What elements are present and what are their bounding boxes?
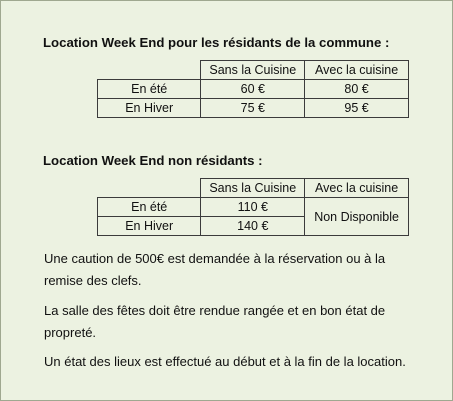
caution-line-2: remise des clefs. xyxy=(44,273,142,288)
table-corner-cell xyxy=(98,61,201,80)
header-sans-cuisine: Sans la Cuisine xyxy=(201,179,305,198)
cleanliness-line-2: propreté. xyxy=(44,325,97,340)
row-label-ete: En été xyxy=(98,80,201,99)
price-ete-sans: 110 € xyxy=(201,198,305,217)
inventory-note: Un état des lieux est effectué au début et à la fin de la location. xyxy=(44,354,406,369)
avec-cuisine-unavailable: Non Disponible xyxy=(305,198,409,236)
price-ete-sans: 60 € xyxy=(201,80,305,99)
residents-title: Location Week End pour les résidants de la commune : xyxy=(43,35,390,50)
cleanliness-note xyxy=(44,300,424,344)
header-avec-cuisine: Avec la cuisine xyxy=(305,61,409,80)
price-hiver-avec: 95 € xyxy=(305,99,409,118)
row-label-hiver: En Hiver xyxy=(98,99,201,118)
table-row xyxy=(98,198,409,217)
price-hiver-sans: 75 € xyxy=(201,99,305,118)
table-corner-cell xyxy=(98,179,201,198)
residents-price-table xyxy=(97,60,409,118)
caution-line-1: Une caution de 500€ est demandée à la réservation ou à la xyxy=(44,251,386,266)
row-label-ete: En été xyxy=(98,198,201,217)
non-residents-title: Location Week End non résidants : xyxy=(43,153,263,168)
header-avec-cuisine: Avec la cuisine xyxy=(305,179,409,198)
header-sans-cuisine: Sans la Cuisine xyxy=(201,61,305,80)
cleanliness-line-1: La salle des fêtes doit être rendue rangée et en bon état de xyxy=(44,303,386,318)
table-row xyxy=(98,99,409,118)
caution-note xyxy=(44,248,424,292)
table-header-row xyxy=(98,61,409,80)
price-ete-avec: 80 € xyxy=(305,80,409,99)
price-hiver-sans: 140 € xyxy=(201,217,305,236)
non-residents-price-table xyxy=(97,178,409,236)
row-label-hiver: En Hiver xyxy=(98,217,201,236)
table-header-row xyxy=(98,179,409,198)
table-row xyxy=(98,80,409,99)
